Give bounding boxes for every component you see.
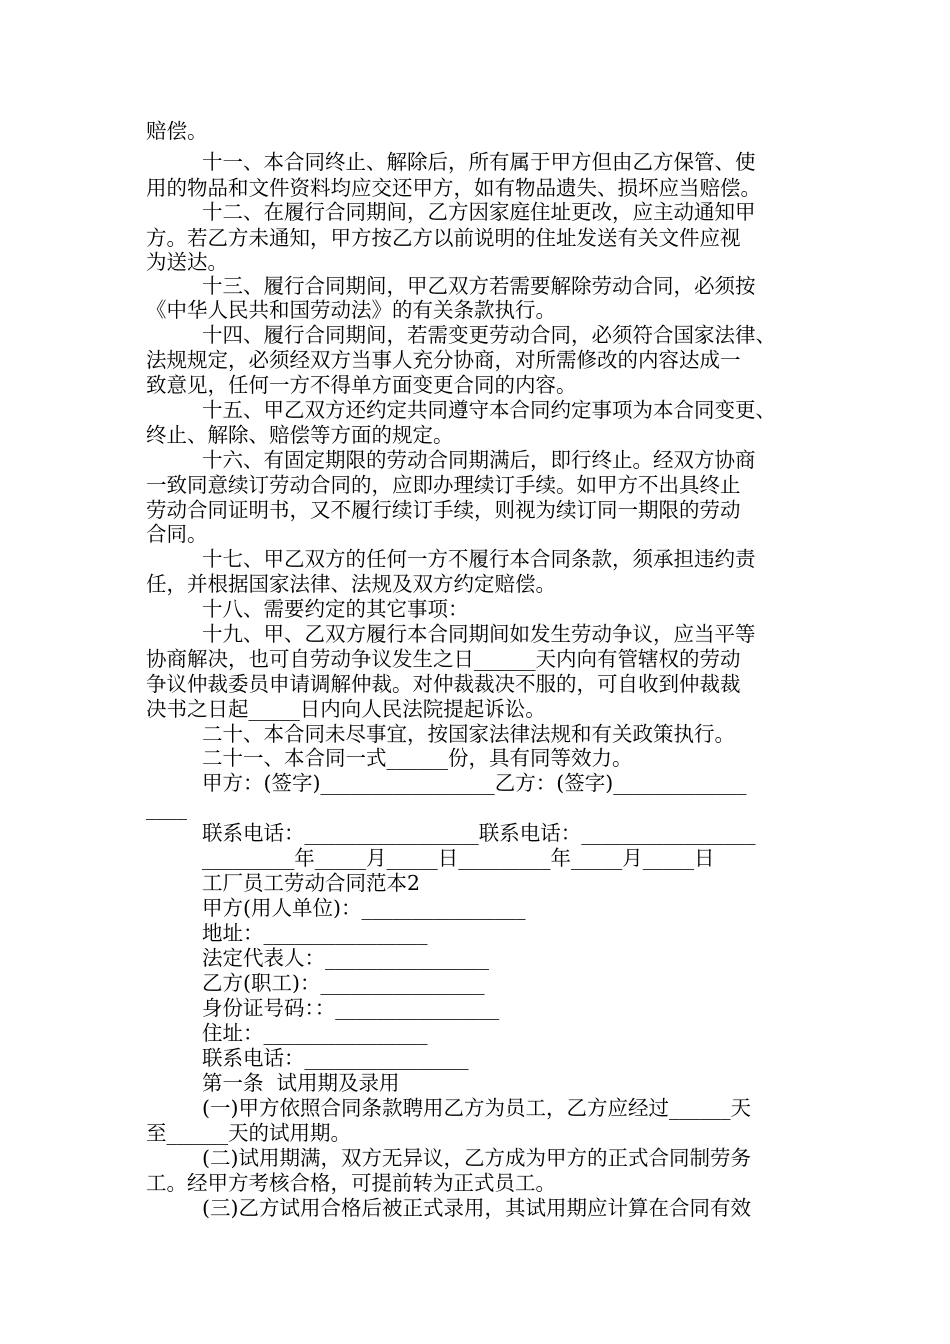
- text-line: 用的物品和文件资料均应交还甲方，如有物品遗失、损坏应当赔偿。: [146, 176, 761, 200]
- section-title: 工厂员工劳动合同范本2: [202, 871, 421, 895]
- text-line: 《中华人民共和国劳动法》的有关条款执行。: [146, 298, 556, 322]
- clause-12: 十二、在履行合同期间，乙方因家庭住址更改，应主动通知甲: [202, 200, 756, 224]
- text-line: 任，并根据国家法律、法规及双方约定赔偿。: [146, 572, 556, 596]
- clause-13: 十三、履行合同期间，甲乙双方若需要解除劳动合同，必须按: [202, 274, 756, 298]
- id-number-field: 身份证号码：：________________: [202, 996, 500, 1020]
- employer-field: 甲方(用人单位)：________________: [202, 896, 526, 920]
- employee-field: 乙方(职工)：________________: [202, 971, 485, 995]
- text-line: 一致同意续订劳动合同的，应即办理续订手续。如甲方不出具终止: [146, 473, 741, 497]
- article-item-1: (一)甲方依照合同条款聘用乙方为员工，乙方应经过______天: [202, 1096, 751, 1120]
- text-line: 合同。: [146, 522, 208, 546]
- clause-17: 十七、甲乙双方的任何一方不履行本合同条款，须承担违约责: [202, 547, 756, 571]
- text-line: 劳动合同证明书，又不履行续订手续，则视为续订同一期限的劳动: [146, 498, 741, 522]
- clause-14: 十四、履行合同期间，若需变更劳动合同，必须符合国家法律、: [202, 323, 776, 347]
- text-line: 终止、解除、赔偿等方面的规定。: [146, 423, 454, 447]
- text-line: 法规规定，必须经双方当事人充分协商，对所需修改的内容达成一: [146, 348, 741, 372]
- date-line: _________年_____月_____日_________年_____月_____日: [202, 846, 715, 870]
- phone-field: 联系电话：________________: [202, 1046, 469, 1070]
- text-line: 决书之日起_____日内向人民法院提起诉讼。: [146, 697, 546, 721]
- text-line: 至______天的试用期。: [146, 1121, 351, 1145]
- phone-line: 联系电话：_________________联系电话：_________________: [202, 821, 756, 845]
- address-field: 地址：________________: [202, 921, 428, 945]
- clause-16: 十六、有固定期限的劳动合同期满后，即行终止。经双方协商: [202, 448, 756, 472]
- clause-19: 十九、甲、乙双方履行本合同期间如发生劳动争议，应当平等: [202, 622, 756, 646]
- signature-line: 甲方：(签字)_________________乙方：(签字)_____________: [202, 771, 747, 795]
- text-line: 协商解决，也可自劳动争议发生之日______天内向有管辖权的劳动: [146, 647, 741, 671]
- residence-field: 住址：________________: [202, 1021, 428, 1045]
- text-line: ____: [146, 796, 187, 820]
- text-line: 为送达。: [146, 250, 228, 274]
- text-line: 方。若乙方未通知，甲方按乙方以前说明的住址发送有关文件应视: [146, 226, 741, 250]
- clause-21: 二十一、本合同一式______份，具有同等效力。: [202, 746, 633, 770]
- clause-18: 十八、需要约定的其它事项：: [202, 597, 469, 621]
- text-line: 赔偿。: [146, 119, 208, 143]
- article-heading: 第一条 试用期及录用: [202, 1071, 400, 1095]
- legal-rep-field: 法定代表人：________________: [202, 946, 489, 970]
- text-line: 争议仲裁委员申请调解仲裁。对仲裁裁决不服的，可自收到仲裁裁: [146, 672, 741, 696]
- text-line: 致意见，任何一方不得单方面变更合同的内容。: [146, 373, 577, 397]
- clause-20: 二十、本合同未尽事宜，按国家法律法规和有关政策执行。: [202, 722, 735, 746]
- article-item-3: (三)乙方试用合格后被正式录用，其试用期应计算在合同有效: [202, 1196, 751, 1220]
- clause-11: 十一、本合同终止、解除后，所有属于甲方但由乙方保管、使: [202, 150, 756, 174]
- clause-15: 十五、甲乙双方还约定共同遵守本合同约定事项为本合同变更、: [202, 398, 776, 422]
- text-line: 工。经甲方考核合格，可提前转为正式员工。: [146, 1171, 556, 1195]
- article-item-2: (二)试用期满，双方无异议，乙方成为甲方的正式合同制劳务: [202, 1146, 751, 1170]
